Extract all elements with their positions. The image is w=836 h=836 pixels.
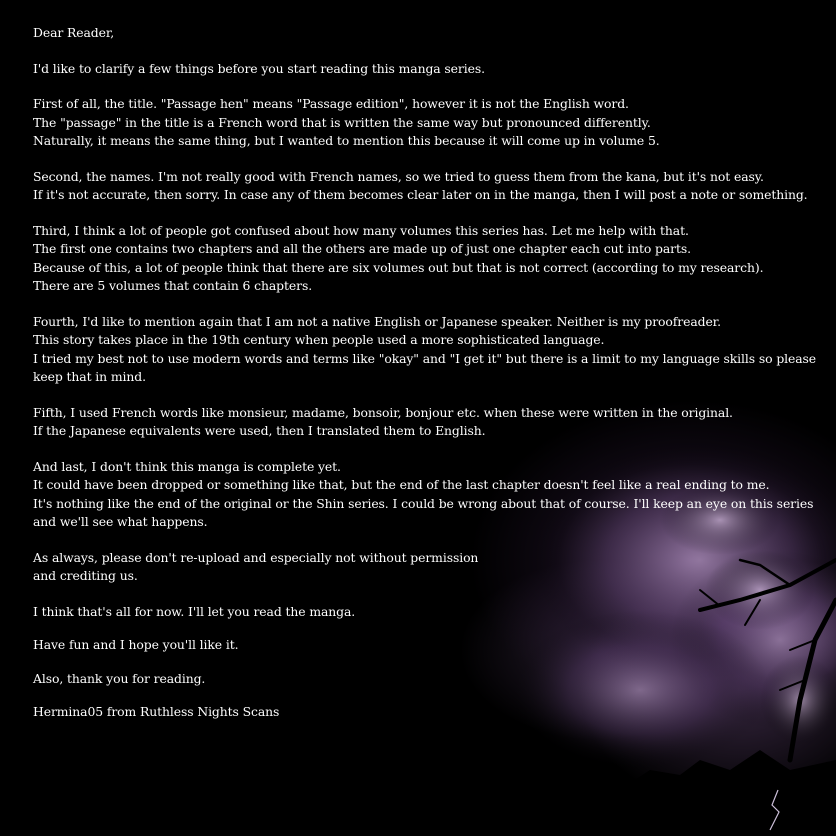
paragraph-line: and we'll see what happens. xyxy=(33,514,208,529)
volumes-paragraph xyxy=(33,222,813,296)
paragraph-line: Third, I think a lot of people got confused about how many volumes this series has. Let me help with that. xyxy=(33,222,689,238)
paragraph-line: And last, I don't think this manga is complete yet. xyxy=(33,458,341,474)
closing-paragraph-1 xyxy=(33,603,813,622)
paragraph-line: Fifth, I used French words like monsieur, madame, bonsoir, bonjour etc. when these were written in the original. xyxy=(33,404,733,420)
paragraph-line: Second, the names. I'm not really good with French names, so we tried to guess them from the kana, but it's not easy. xyxy=(33,168,764,184)
greeting xyxy=(33,24,813,43)
paragraph-line: There are 5 volumes that contain 6 chapters. xyxy=(33,278,313,293)
completion-paragraph xyxy=(33,458,813,532)
paragraph-line: First of all, the title. "Passage hen" means "Passage edition", however it is not the English word. xyxy=(33,96,629,111)
intro-paragraph xyxy=(33,60,813,79)
upload-paragraph xyxy=(33,549,813,586)
paragraph-line: Fourth, I'd like to mention again that I am not a native English or Japanese speaker. Neither is my proofreader. xyxy=(33,313,721,329)
paragraph-line: keep that in mind. xyxy=(33,369,146,384)
greeting-line: Dear Reader, xyxy=(33,25,115,40)
french-words-paragraph xyxy=(33,404,813,441)
paragraph-line: and crediting us. xyxy=(33,568,138,583)
title-paragraph xyxy=(33,95,813,151)
signature xyxy=(33,703,813,722)
names-paragraph xyxy=(33,168,813,205)
paragraph-line: It's nothing like the end of the original or the Shin series. I could be wrong about that of course. I'll keep an eye on this series xyxy=(33,495,814,511)
signature-line: Hermina05 from Ruthless Nights Scans xyxy=(33,704,280,719)
paragraph-line: If the Japanese equivalents were used, then I translated them to English. xyxy=(33,423,486,438)
paragraph-line: I tried my best not to use modern words and terms like "okay" and "I get it" but there is a limit to my language skills so please xyxy=(33,350,817,366)
closing-paragraph-2 xyxy=(33,636,813,655)
paragraph-line: If it's not accurate, then sorry. In case any of them becomes clear later on in the manga, then I will post a note or something. xyxy=(33,187,808,202)
closing-line: Have fun and I hope you'll like it. xyxy=(33,637,239,652)
translator-note xyxy=(33,24,817,739)
paragraph-line: The "passage" in the title is a French word that is written the same way but pronounced differently. xyxy=(33,114,651,130)
paragraph-line: Because of this, a lot of people think that there are six volumes out but that is not correct (according to my research). xyxy=(33,259,764,275)
paragraph-line: It could have been dropped or something like that, but the end of the last chapter doesn't feel like a real ending to me. xyxy=(33,477,770,492)
closing-line: I think that's all for now. I'll let you read the manga. xyxy=(33,603,356,619)
paragraph-line: Naturally, it means the same thing, but I wanted to mention this because it will come up in volume 5. xyxy=(33,133,660,148)
closing-line: Also, thank you for reading. xyxy=(33,670,206,686)
paragraph-line: As always, please don't re-upload and especially not without permission xyxy=(33,549,479,565)
closing-paragraph-3 xyxy=(33,670,813,689)
paragraph-line: The first one contains two chapters and all the others are made up of just one chapter each cut into parts. xyxy=(33,241,691,256)
paragraph-line: This story takes place in the 19th century when people used a more sophisticated language. xyxy=(33,332,605,347)
language-paragraph xyxy=(33,313,817,387)
intro-line: I'd like to clarify a few things before you start reading this manga series. xyxy=(33,60,485,76)
